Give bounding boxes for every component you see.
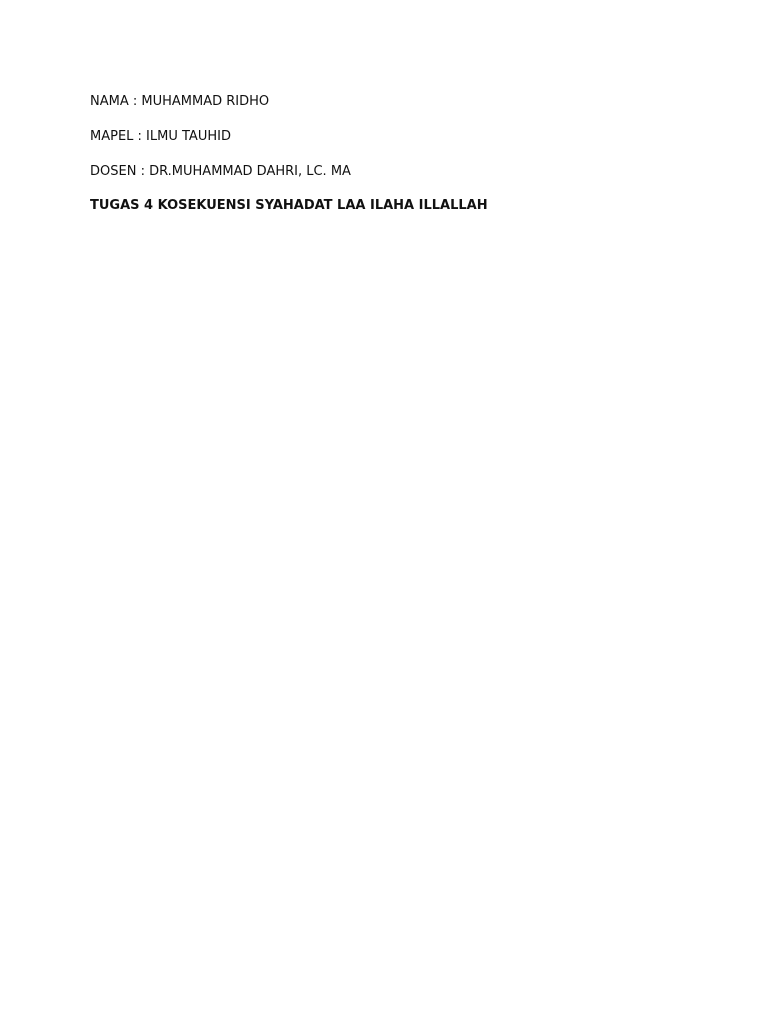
assignment-title: TUGAS 4 KOSEKUENSI SYAHADAT LAA ILAHA ILLALLAH: [90, 198, 488, 214]
student-name: NAMA : MUHAMMAD RIDHO: [90, 94, 270, 109]
document-page: [90, 92, 690, 217]
lecturer: DOSEN : DR.MUHAMMAD DAHRI, LC. MA: [90, 163, 351, 179]
subject: MAPEL : ILMU TAUHID: [90, 128, 231, 144]
